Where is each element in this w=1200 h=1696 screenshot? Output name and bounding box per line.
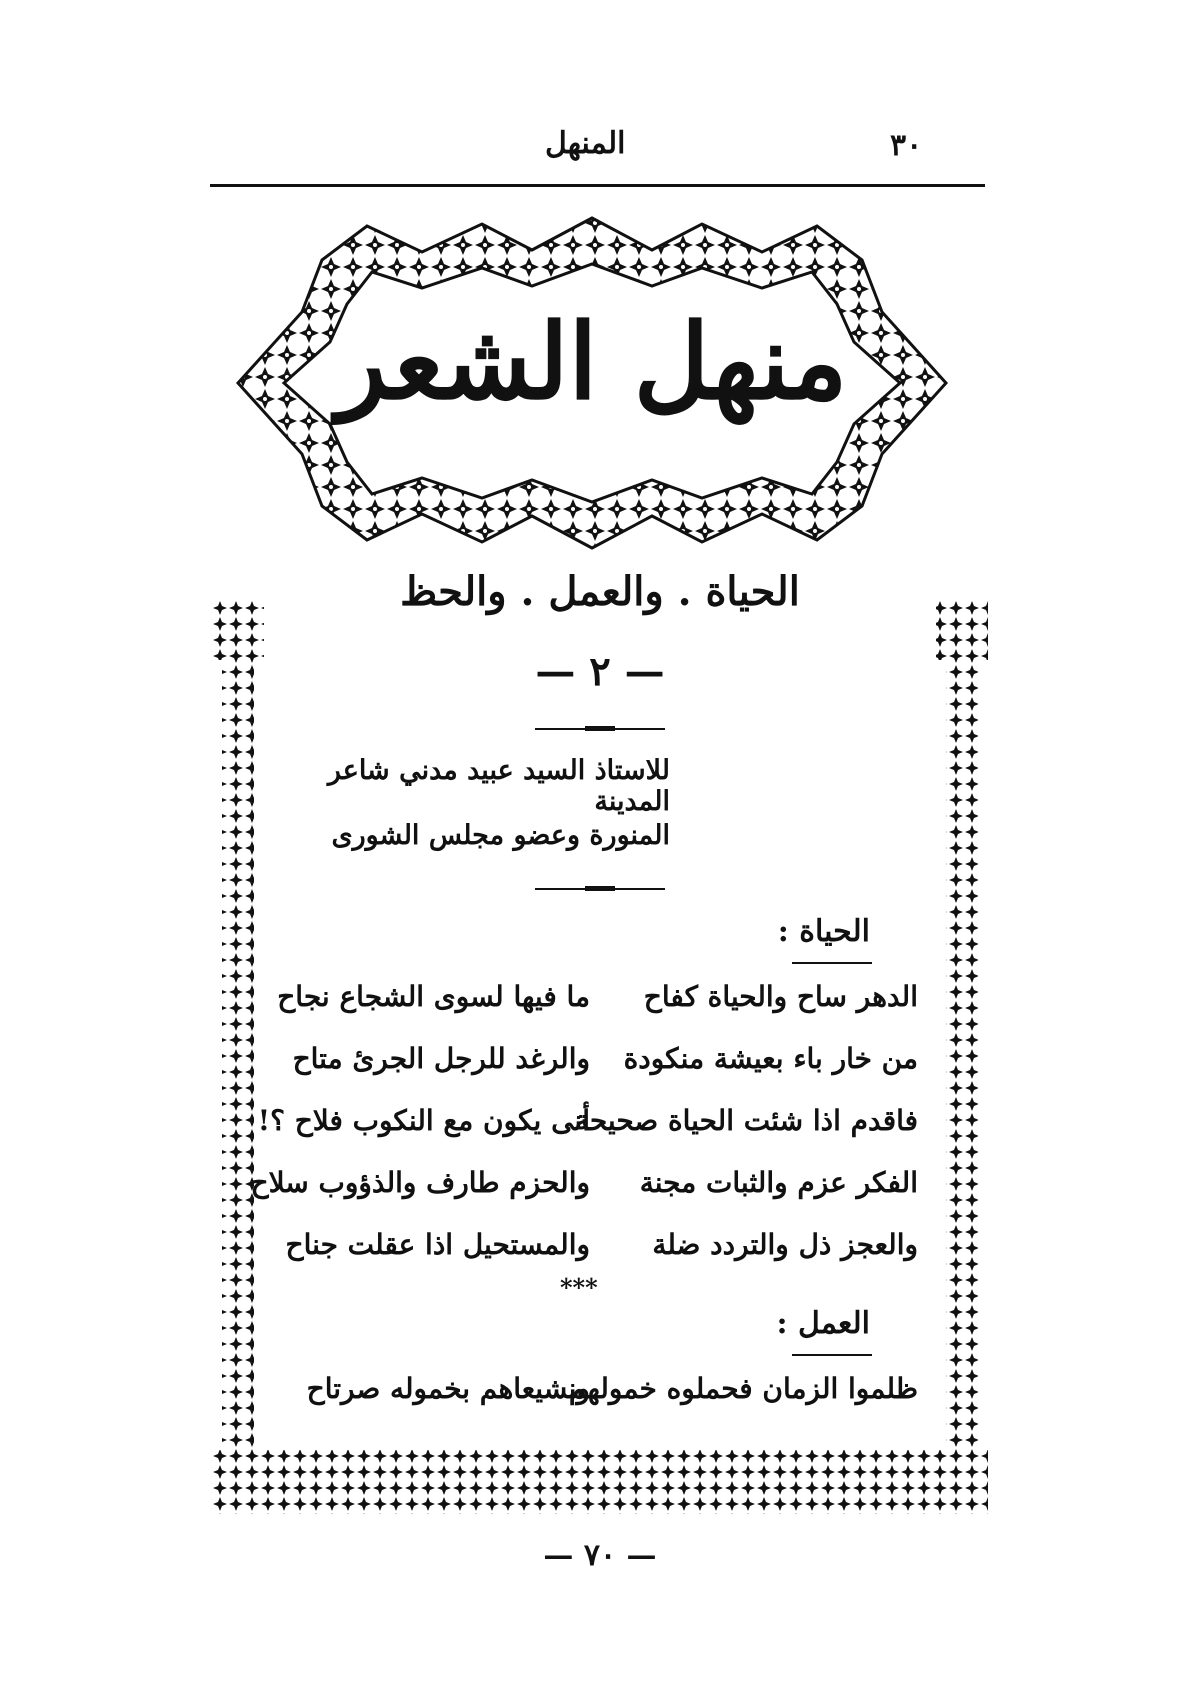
divider-rule xyxy=(535,888,665,890)
verse-left: والحزم طارف والذؤوب سلاح xyxy=(250,1166,590,1199)
author-line-1: للاستاذ السيد عبيد مدني شاعر المدينة xyxy=(327,755,670,817)
banner-title: منهل الشعر xyxy=(336,300,848,423)
heading-underline xyxy=(792,962,872,964)
verse-right: فاقدم اذا شئت الحياة صحيحة xyxy=(574,1104,918,1137)
divider-rule xyxy=(535,728,665,730)
section-title: الحياة . والعمل . والحظ xyxy=(400,568,800,615)
heading-work: العمل : xyxy=(776,1306,870,1341)
verse-left: أنى يكون مع النكوب فلاح ؟! xyxy=(257,1104,590,1137)
verse-left: ما فيها لسوى الشجاع نجاح xyxy=(277,980,590,1013)
verse-right: من خار باء بعيشة منكودة xyxy=(623,1042,918,1075)
part-number: — ٢ — xyxy=(535,648,665,695)
verse-left: والرغد للرجل الجرئ متاح xyxy=(292,1042,590,1075)
heading-underline xyxy=(792,1354,872,1356)
verse-separator: *** xyxy=(560,1273,598,1302)
author-line-2: المنورة وعضو مجلس الشورى xyxy=(331,820,670,851)
verse-left: ونشيعاهم بخموله صرتاح xyxy=(306,1372,590,1405)
verse-right: الدهر ساح والحياة كفاح xyxy=(643,980,918,1013)
verse-right: ظلموا الزمان فحملوه خمولهم xyxy=(568,1372,918,1405)
verse-right: الفكر عزم والثبات مجنة xyxy=(639,1166,918,1199)
header-page-number: ٣٠ xyxy=(890,128,923,163)
heading-life: الحياة : xyxy=(777,914,870,949)
header-rule xyxy=(210,184,985,187)
verse-left: والمستحيل اذا عقلت جناح xyxy=(285,1228,590,1261)
header-title: المنهل xyxy=(545,126,626,161)
verse-right: والعجز ذل والتردد ضلة xyxy=(652,1228,918,1261)
footer-page-number: — ٧٠ — xyxy=(543,1538,657,1573)
